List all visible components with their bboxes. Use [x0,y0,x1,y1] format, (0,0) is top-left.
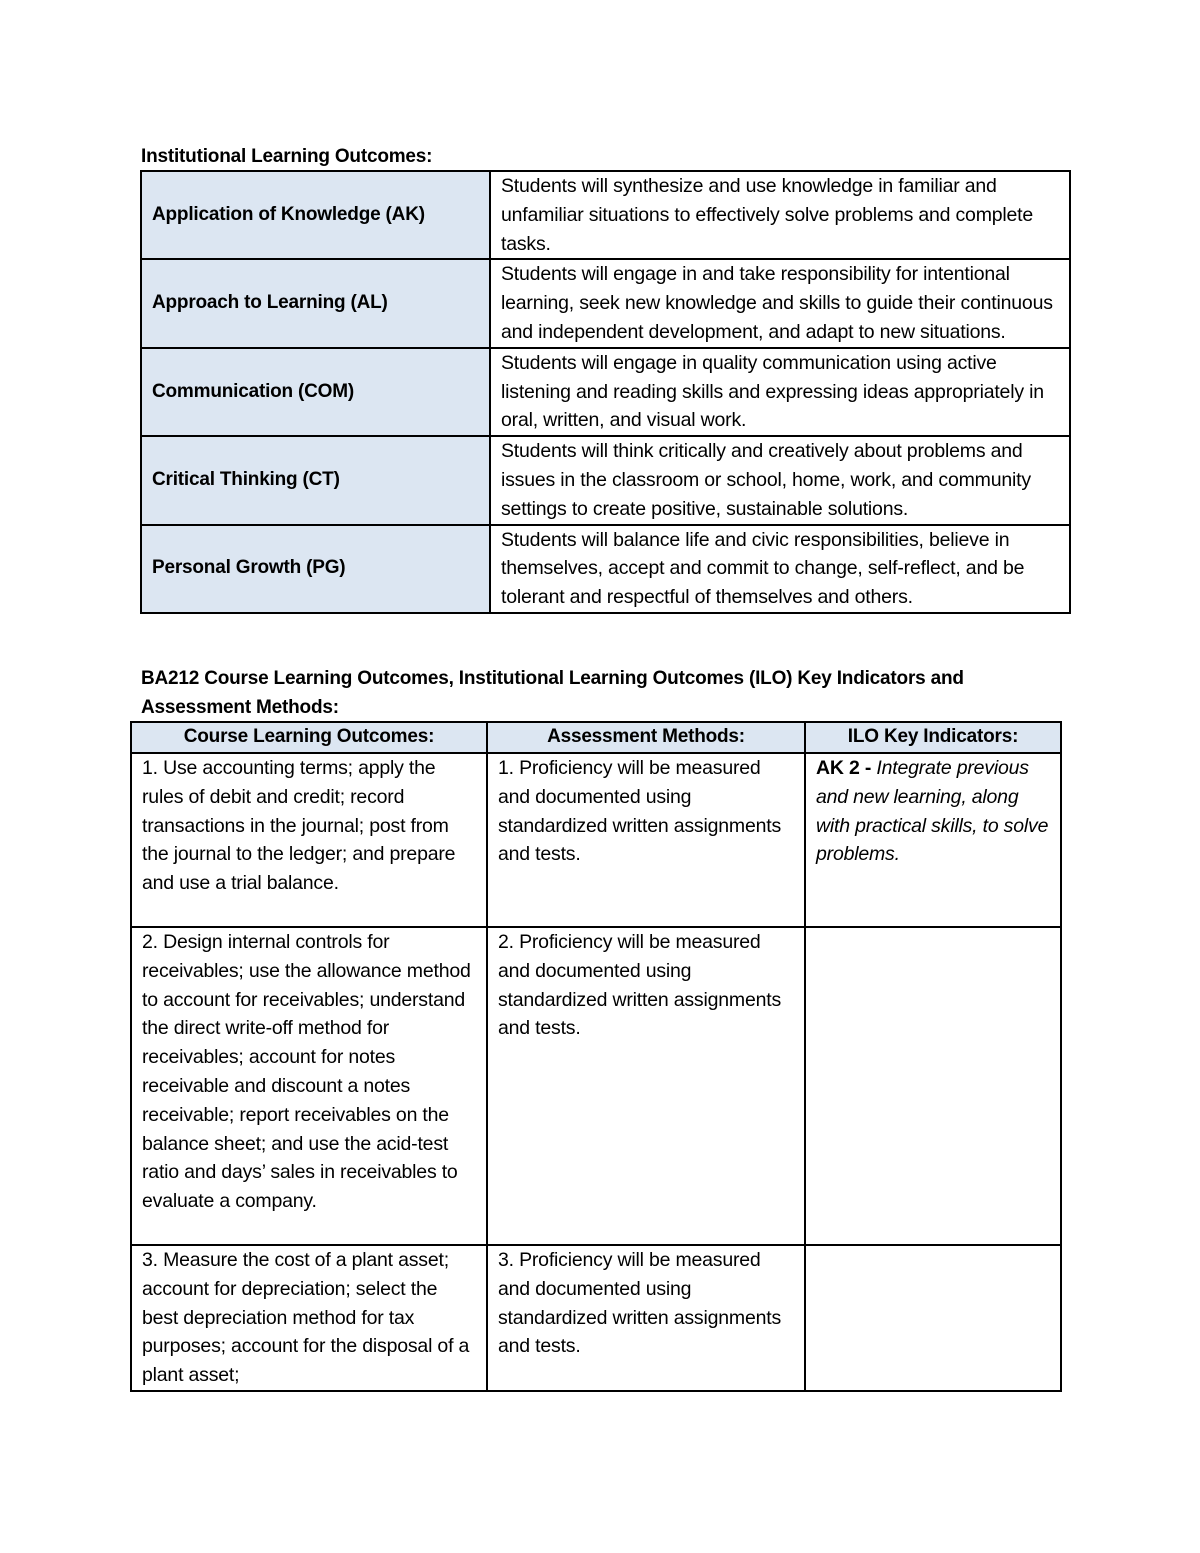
ilo-description-cell: Students will think critically and creatively about problems and issues in the classroom or school, home, work, and community settings to create positive, sustainable solutions. [490,436,1070,524]
clo-table [130,721,1062,1392]
ilo-row [141,259,1070,347]
ilo-table [140,170,1071,614]
clo-row [131,927,1061,1245]
assessment-cell: 2. Proficiency will be measured and documented using standardized written assignments and tests. [487,927,805,1245]
clo-row [131,1245,1061,1391]
clo-header-row [131,722,1061,753]
indicator-cell [805,1245,1061,1391]
ilo-name-cell: Approach to Learning (AL) [141,259,490,347]
column-header-outcomes: Course Learning Outcomes: [131,722,487,753]
clo-heading: BA212 Course Learning Outcomes, Institutional Learning Outcomes (ILO) Key Indicators and Assessment Methods: [141,668,964,718]
ilo-name-cell: Critical Thinking (CT) [141,436,490,524]
ilo-row [141,348,1070,436]
outcome-cell: 1. Use accounting terms; apply the rules of debit and credit; record transactions in the journal; post from the journal to the ledger; and prepare and use a trial balance. [131,753,487,927]
ilo-description-cell: Students will balance life and civic responsibilities, believe in themselves, accept and commit to change, self-reflect, and be tolerant and respectful of themselves and others. [490,525,1070,613]
outcome-cell: 2. Design internal controls for receivables; use the allowance method to account for receivables; understand the direct write-off method for receivables; account for notes receivable and discount a notes receivable; report receivables on the balance sheet; and use the acid-test ratio and days’ sales in receivables to evaluate a company. [131,927,487,1245]
ilo-description-cell: Students will synthesize and use knowledge in familiar and unfamiliar situations to effectively solve problems and complete tasks. [490,171,1070,259]
ilo-row [141,171,1070,259]
assessment-cell: 3. Proficiency will be measured and documented using standardized written assignments and tests. [487,1245,805,1391]
column-header-indicators: ILO Key Indicators: [805,722,1061,753]
indicator-text: Integrate previous and new learning, along with practical skills, to solve problems. [816,757,1049,866]
ilo-heading: Institutional Learning Outcomes: [141,146,433,167]
ilo-name-cell: Personal Growth (PG) [141,525,490,613]
assessment-cell: 1. Proficiency will be measured and documented using standardized written assignments and tests. [487,753,805,927]
clo-row [131,753,1061,927]
ilo-row [141,436,1070,524]
ilo-description-cell: Students will engage in quality communication using active listening and reading skills and expressing ideas appropriately in oral, written, and visual work. [490,348,1070,436]
ilo-name-cell: Communication (COM) [141,348,490,436]
indicator-cell [805,753,1061,927]
outcome-cell: 3. Measure the cost of a plant asset; account for depreciation; select the best depreciation method for tax purposes; account for the disposal of a plant asset; [131,1245,487,1391]
ilo-description-cell: Students will engage in and take responsibility for intentional learning, seek new knowledge and skills to guide their continuous and independent development, and adapt to new situations. [490,259,1070,347]
ilo-name-cell: Application of Knowledge (AK) [141,171,490,259]
ilo-row [141,525,1070,613]
column-header-assessment: Assessment Methods: [487,722,805,753]
indicator-cell [805,927,1061,1245]
indicator-code: AK 2 - [816,757,877,779]
